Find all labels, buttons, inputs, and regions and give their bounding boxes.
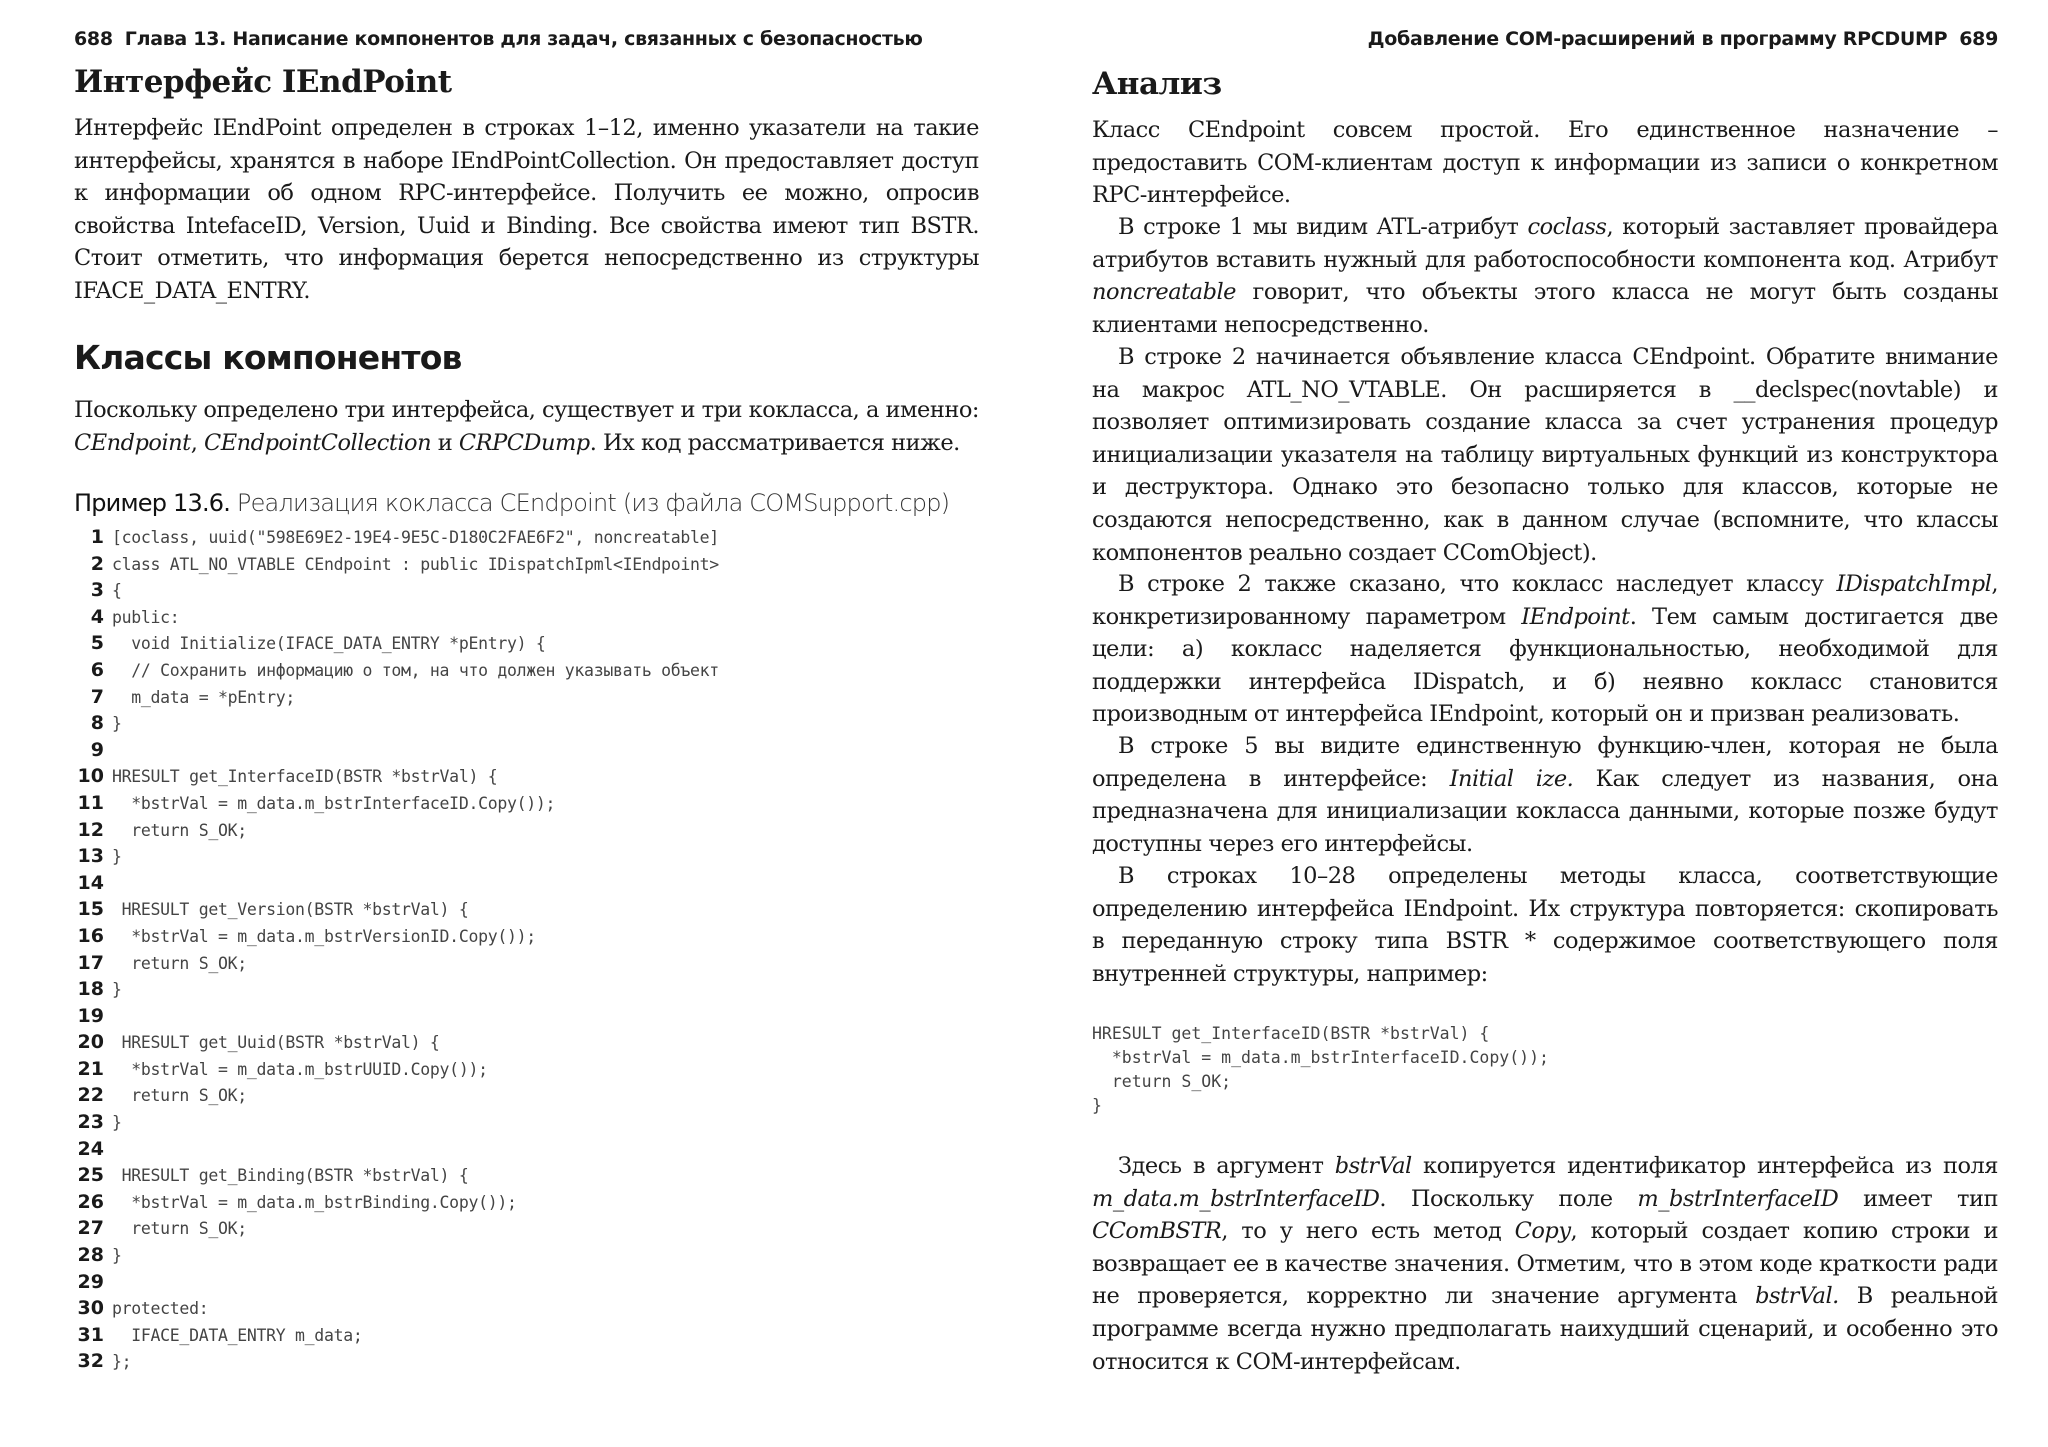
line-number: 31: [77, 1323, 104, 1346]
code-line: [74, 896, 719, 923]
code-line: [74, 1162, 719, 1189]
line-code: m_data = *pEntry;: [112, 687, 296, 707]
analysis-paragraph-5: В строке 5 вы видите единственную функцию-член, которая не была определена в интерфейсе: Initial ize. Как следует из названия, она предназначена для инициализации кокласса данными, которые позже будут доступны через его интерфейсы.: [1092, 733, 1999, 857]
line-code: *bstrVal = m_data.m_bstrBinding.Copy());: [112, 1192, 517, 1212]
heading-analysis: Анализ: [1092, 66, 1222, 102]
line-number: 15: [77, 898, 104, 921]
snippet-line: }: [1092, 1096, 1102, 1115]
code-line: [74, 950, 719, 977]
code-line: [74, 1109, 719, 1136]
line-code: return S_OK;: [112, 820, 247, 840]
line-code: return S_OK;: [112, 1086, 247, 1106]
analysis-paragraph-3: В строке 2 начинается объявление класса CEndpoint. Обратите внимание на макрос ATL_NO_VTABLE. Он расширяется в __declspec(novtable) и позволяет оптимизировать создание класса за счет устранения процедур инициализации указателя на таблицу виртуальных функций из конструктора и деструктора. Однако это безопасно только для классов, которые не создаются непосредственно, как в данном случае (вспомните, что классы компонентов реально создает CComObject).: [1092, 344, 1998, 566]
line-number: 13: [77, 845, 104, 868]
line-code: class ATL_NO_VTABLE CEndpoint : public IDispatchIpml<IEndpoint>: [112, 554, 719, 574]
code-line: [74, 790, 719, 817]
line-code: }: [112, 980, 122, 1000]
line-number: 27: [77, 1217, 104, 1240]
code-line: [74, 684, 719, 711]
line-code: };: [112, 1352, 132, 1372]
right-page: [1092, 0, 1998, 1447]
section-title: Добавление COM-расширений в программу RPCDUMP: [1367, 28, 1948, 50]
line-number: 6: [90, 658, 104, 681]
running-head-left: [74, 28, 979, 50]
snippet-line: HRESULT get_InterfaceID(BSTR *bstrVal) {: [1092, 1024, 1490, 1043]
page-number-left: 688: [74, 28, 113, 50]
line-code: *bstrVal = m_data.m_bstrVersionID.Copy());: [112, 926, 536, 946]
code-line: [74, 1215, 719, 1242]
code-line: [74, 577, 719, 604]
listing-caption: [74, 489, 949, 517]
line-number: 5: [90, 632, 104, 655]
line-code: }: [112, 847, 122, 867]
code-snippet: [1092, 1022, 1549, 1118]
code-line: [74, 551, 719, 578]
line-code: IFACE_DATA_ENTRY m_data;: [112, 1325, 363, 1345]
code-line: [74, 817, 719, 844]
line-code: // Сохранить информацию о том, на что должен указывать объект: [112, 660, 719, 680]
code-line: [74, 843, 719, 870]
line-number: 30: [77, 1297, 104, 1320]
snippet-line: *bstrVal = m_data.m_bstrInterfaceID.Copy());: [1092, 1048, 1549, 1067]
line-code: }: [112, 1246, 122, 1266]
line-code: return S_OK;: [112, 953, 247, 973]
line-number: 1: [90, 526, 104, 548]
snippet-line: return S_OK;: [1092, 1072, 1232, 1091]
paragraph-component-classes: Поскольку определено три интерфейса, существует и три кокласса, а именно: CEndpoint, CEndpointCollection и CRPCDump. Их код рассматривается ниже.: [74, 397, 979, 456]
line-number: 22: [77, 1084, 104, 1107]
line-number: 18: [77, 978, 104, 1001]
running-head-right: [1092, 28, 1998, 50]
line-number: 3: [90, 579, 104, 602]
chapter-title: Глава 13. Написание компонентов для задач, связанных с безопасностью: [124, 28, 923, 50]
code-line: [74, 1029, 719, 1056]
line-number: 16: [77, 924, 104, 947]
line-code: HRESULT get_InterfaceID(BSTR *bstrVal) {: [112, 767, 498, 787]
line-number: 4: [90, 605, 104, 628]
code-line: [74, 630, 719, 657]
code-line: [74, 1242, 719, 1269]
line-code: [coclass, uuid("598E69E2-19E4-9E5C-D180C2FAE6F2", noncreatable]: [112, 528, 719, 547]
line-number: 9: [90, 738, 104, 761]
line-code: HRESULT get_Uuid(BSTR *bstrVal) {: [112, 1033, 440, 1053]
code-line: [74, 657, 719, 684]
left-page: [74, 0, 979, 1447]
line-code: public:: [112, 607, 180, 627]
line-number: 20: [77, 1031, 104, 1054]
line-code: protected:: [112, 1299, 209, 1319]
heading-iendpoint: Интерфейс IEndPoint: [74, 64, 452, 100]
page-number-right: 689: [1959, 28, 1998, 50]
analysis-paragraph-2: В строке 1 мы видим ATL-атрибут coclass, который заставляет провайдера атрибутов вставить нужный для работоспособности компонента код. Атрибут noncreatable говорит, что объекты этого класса не могут быть созданы клиентами непосредственно.: [1092, 214, 1998, 338]
listing-label: Пример 13.6.: [74, 489, 231, 517]
line-code: HRESULT get_Binding(BSTR *bstrVal) {: [112, 1166, 469, 1186]
code-line: [74, 604, 719, 631]
analysis-paragraph-6: В строках 10–28 определены методы класса, соответствующие определению интерфейса IEndpoint. Их структура повторяется: скопировать в переданную строку типа BSTR * содержимое соответствующего поля внутренней структуры, например:: [1092, 863, 1998, 987]
listing-title: Реализация кокласса CEndpoint (из файла COMSupport.cpp): [230, 489, 950, 517]
line-code: }: [112, 1113, 122, 1133]
code-line: [74, 1003, 719, 1030]
code-line: [74, 763, 719, 790]
code-line: [74, 737, 719, 764]
line-code: {: [112, 581, 122, 601]
code-line: [74, 1322, 719, 1349]
line-number: 14: [77, 871, 104, 894]
line-code: }: [112, 714, 122, 734]
analysis-paragraph-1: Класс CEndpoint совсем простой. Его единственное назначение – предоставить COM-клиентам доступ к информации из записи о конкретном RPC-интерфейсе.: [1092, 117, 1998, 209]
code-line: [74, 1189, 719, 1216]
line-number: 25: [77, 1164, 104, 1187]
line-code: *bstrVal = m_data.m_bstrInterfaceID.Copy());: [112, 793, 556, 813]
paragraph-iendpoint: Интерфейс IEndPoint определен в строках 1–12, именно указатели на такие интерфейсы, хранятся в наборе IEndPointCollection. Он предоставляет доступ к информации об одном RPC-интерфейсе. Получить ее можно, опросив свойства IntefaceID, Version, Uuid и Binding. Все свойства имеют тип BSTR. Стоит отметить, что информация берется непосредственно из структуры IFACE_DATA_ENTRY.: [74, 115, 979, 304]
analysis-paragraph-4: В строке 2 также сказано, что кокласс наследует классу IDispatchImpl, конкретизированному параметром IEndpoint. Тем самым достигается две цели: а) кокласс наделяется функциональностью, необходимой для поддержки интерфейса IDispatch, и б) неявно кокласс становится производным от интерфейса IEndpoint, который он и призван реализовать.: [1092, 571, 1999, 728]
code-line: [74, 923, 719, 950]
code-line: [74, 1348, 719, 1375]
line-number: 29: [77, 1270, 104, 1293]
line-number: 19: [77, 1004, 104, 1027]
line-number: 2: [90, 552, 104, 575]
code-line: [74, 1082, 719, 1109]
code-line: [74, 710, 719, 737]
code-line: [74, 870, 719, 897]
code-line: [74, 524, 719, 551]
line-number: 17: [77, 951, 104, 974]
line-code: *bstrVal = m_data.m_bstrUUID.Copy());: [112, 1059, 488, 1079]
code-line: [74, 1295, 719, 1322]
line-number: 28: [77, 1244, 104, 1267]
line-number: 7: [90, 685, 104, 708]
line-number: 8: [90, 712, 104, 735]
line-number: 21: [77, 1057, 104, 1080]
line-number: 32: [77, 1350, 104, 1373]
code-listing: [74, 524, 719, 1375]
line-code: return S_OK;: [112, 1219, 247, 1239]
code-line: [74, 1136, 719, 1163]
heading-component-classes: Классы компонентов: [74, 338, 462, 377]
line-code: HRESULT get_Version(BSTR *bstrVal) {: [112, 900, 469, 920]
line-number: 10: [77, 765, 104, 788]
code-line: [74, 1269, 719, 1296]
code-line: [74, 976, 719, 1003]
line-number: 26: [77, 1190, 104, 1213]
code-line: [74, 1056, 719, 1083]
line-number: 23: [77, 1111, 104, 1134]
line-number: 12: [77, 818, 104, 841]
line-code: void Initialize(IFACE_DATA_ENTRY *pEntry) {: [112, 634, 546, 654]
line-number: 24: [77, 1137, 104, 1160]
line-number: 11: [77, 791, 104, 814]
analysis-paragraph-7: Здесь в аргумент bstrVal копируется идентификатор интерфейса из поля m_data.m_bstrInterfaceID. Поскольку поле m_bstrInterfaceID имеет тип CComBSTR, то у него есть метод Copy, который создает копию строки и возвращает ее в качестве значения. Отметим, что в этом коде краткости ради не проверяется, корректно ли значение аргумента bstrVal. В реальной программе всегда нужно предполагать наихудший сценарий, и особенно это относится к COM-интерфейсам.: [1092, 1153, 1999, 1375]
